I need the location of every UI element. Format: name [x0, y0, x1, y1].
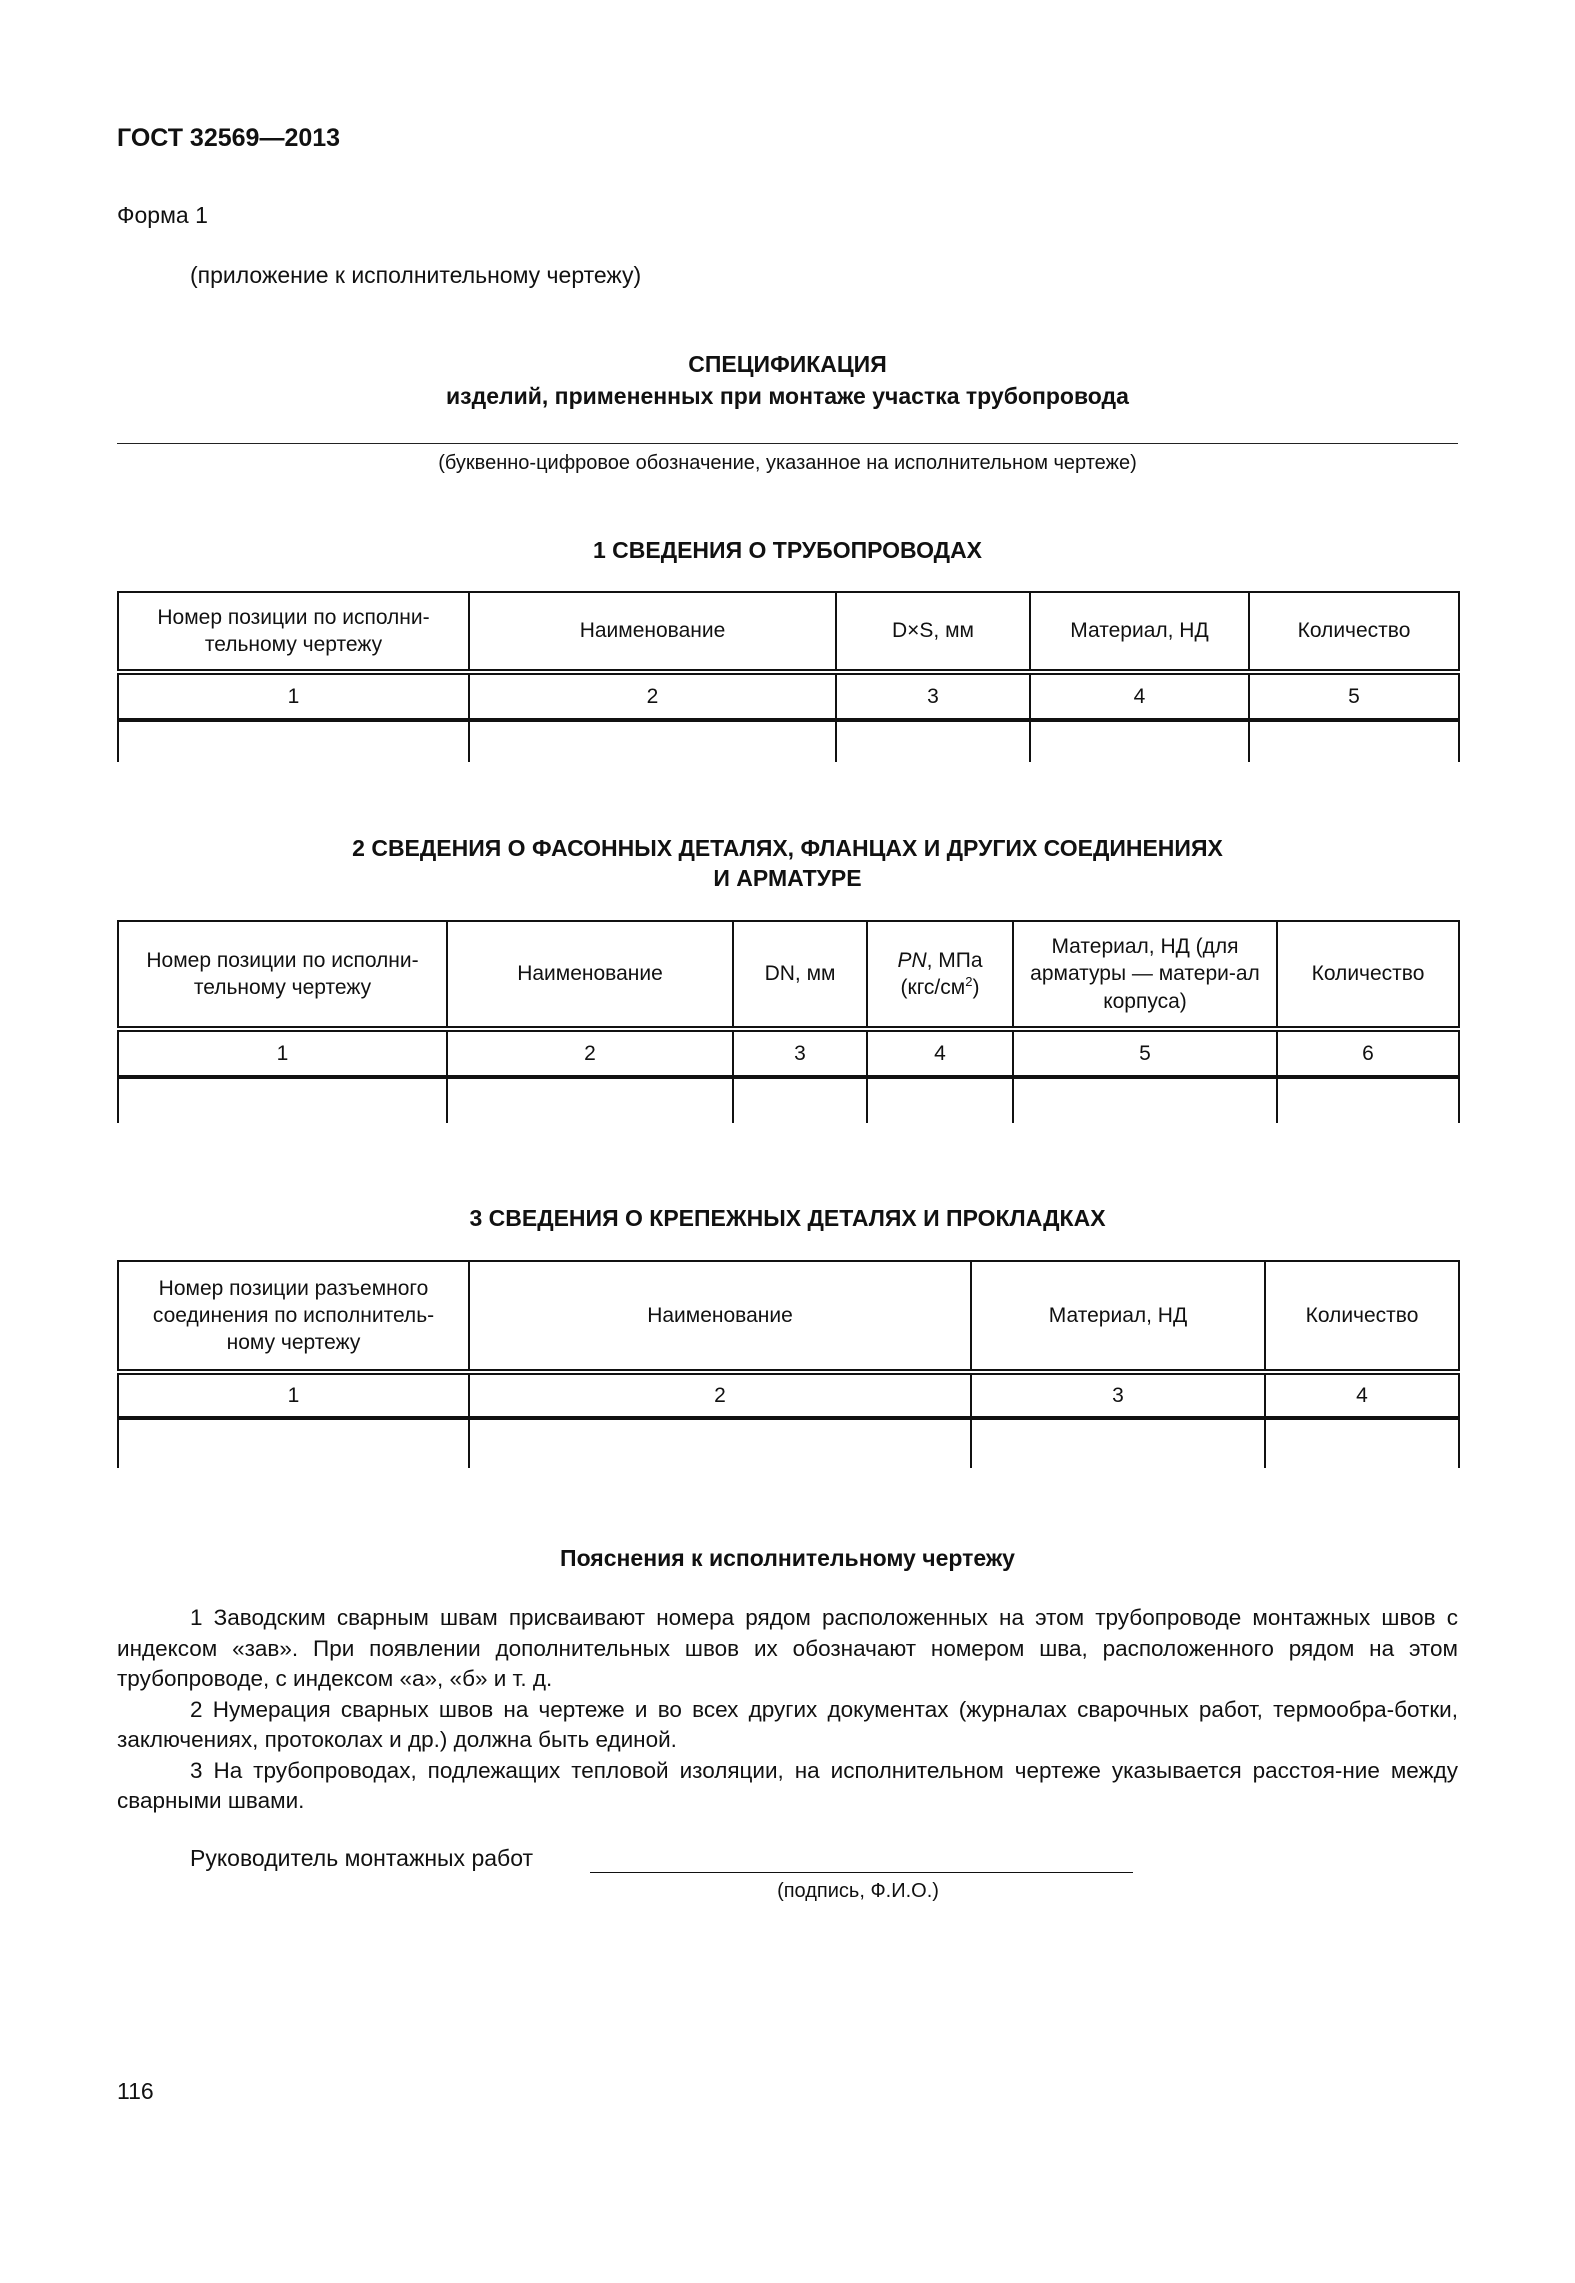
empty-row [118, 720, 1459, 762]
column-number: 4 [867, 1029, 1013, 1077]
column-number: 3 [971, 1372, 1265, 1418]
column-number: 4 [1030, 672, 1249, 720]
column-number: 6 [1277, 1029, 1459, 1077]
section3-title: 3 СВЕДЕНИЯ О КРЕПЕЖНЫХ ДЕТАЛЯХ И ПРОКЛАДКАХ [469, 1205, 1106, 1231]
designation-caption: (буквенно-цифровое обозначение, указанное на исполнительном чертеже) [438, 452, 1137, 474]
column-number: 1 [118, 1029, 447, 1077]
empty-row [118, 1077, 1459, 1123]
document-id: ГОСТ 32569—2013 [117, 124, 341, 152]
column-number: 2 [469, 672, 836, 720]
header-cell: Количество [1249, 592, 1459, 672]
section2-title-line1: 2 СВЕДЕНИЯ О ФАСОННЫХ ДЕТАЛЯХ, ФЛАНЦАХ И ДРУГИХ СОЕДИНЕНИЯХ [352, 835, 1223, 861]
header-cell: Наименование [447, 921, 733, 1029]
empty-row [118, 1418, 1459, 1468]
header-cell: Количество [1265, 1261, 1459, 1372]
signature-caption: (подпись, Ф.И.О.) [777, 1880, 939, 1902]
column-number: 3 [836, 672, 1030, 720]
column-number: 3 [733, 1029, 867, 1077]
header-cell: Номер позиции по исполни-тельному чертежу [118, 592, 469, 672]
signature-line [590, 1872, 1133, 1873]
header-cell: Материал, НД (для арматуры — матери-ал корпуса) [1013, 921, 1277, 1029]
header-cell: Номер позиции по исполни-тельному чертежу [118, 921, 447, 1029]
header-cell: Материал, НД [971, 1261, 1265, 1372]
header-cell: Наименование [469, 592, 836, 672]
notes-body [117, 1603, 1458, 1817]
header-cell: DN, мм [733, 921, 867, 1029]
note-item: 2 Нумерация сварных швов на чертеже и во всех других документах (журналах сварочных работ, термообра-ботки, заключениях, протоколах и др.) должна быть единой. [117, 1696, 1458, 1752]
column-number: 2 [469, 1372, 971, 1418]
header-cell: D×S, мм [836, 592, 1030, 672]
designation-line [117, 443, 1458, 444]
column-number: 4 [1265, 1372, 1459, 1418]
spec-title: СПЕЦИФИКАЦИЯ [688, 351, 887, 377]
section1-title: 1 СВЕДЕНИЯ О ТРУБОПРОВОДАХ [592, 537, 983, 563]
notes-title: Пояснения к исполнительному чертежу [560, 1545, 1015, 1571]
column-number: 5 [1013, 1029, 1277, 1077]
fittings-table [117, 920, 1460, 1123]
column-number: 1 [118, 1372, 469, 1418]
note-item: 1 Заводским сварным швам присваивают номера рядом расположенных на этом трубопроводе монтажных швов с индексом «зав». При появлении дополнительных швов их обозначают номером шва, расположенного рядом на этом трубопроводе, с индексом «а», «б» и т. д. [117, 1605, 1458, 1691]
fasteners-table [117, 1260, 1460, 1468]
note-item: 3 На трубопроводах, подлежащих тепловой изоляции, на исполнительном чертеже указывается расстоя-ние между сварными швами. [117, 1757, 1458, 1813]
header-cell: Номер позиции разъемного соединения по исполнитель-ному чертежу [118, 1261, 469, 1372]
header-cell: Количество [1277, 921, 1459, 1029]
form-note: (приложение к исполнительному чертежу) [190, 262, 642, 288]
header-cell: Материал, НД [1030, 592, 1249, 672]
header-cell: Наименование [469, 1261, 971, 1372]
column-number: 5 [1249, 672, 1459, 720]
section2-title-line2: И АРМАТУРЕ [713, 865, 862, 891]
header-cell: PN, МПа $(кгс/см^2)$ [867, 921, 1013, 1029]
page-number: 116 [117, 2078, 154, 2104]
spec-subtitle: изделий, примененных при монтаже участка трубопровода [446, 383, 1129, 409]
column-number: 2 [447, 1029, 733, 1077]
signature-label: Руководитель монтажных работ [190, 1845, 534, 1871]
column-number: 1 [118, 672, 469, 720]
form-label: Форма 1 [117, 202, 208, 228]
pipelines-table [117, 591, 1460, 762]
